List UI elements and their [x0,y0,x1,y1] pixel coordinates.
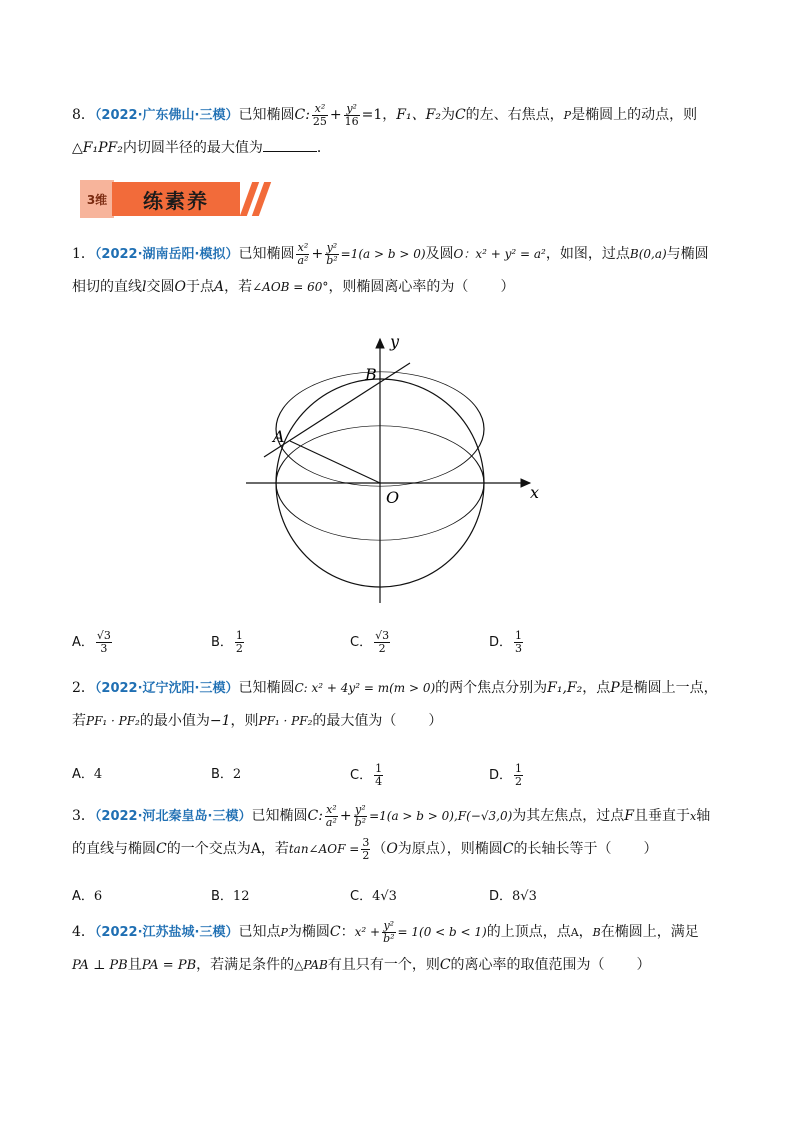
banner-badge: 3维 [80,180,114,218]
ellipse-circle-figure [240,325,540,610]
q4-line-2: PA ⊥ PB且PA = PB，若满足条件的△PAB有且只有一个，则C的离心率的取值范围为（ ） [72,957,651,973]
segment-oa [290,441,380,483]
q1-line-2: 相切的直线l交圆O于点A，若∠AOB = 60°，则椭圆离心率的为（ ） [72,279,515,295]
question-4 [72,916,732,982]
question-3 [72,800,732,866]
q3-options [72,885,732,904]
answer-blank[interactable] [263,137,317,152]
label-a: A [273,427,285,446]
question-source: （2022·湖南岳阳·模拟） [94,247,239,262]
option-c[interactable]: C． $\frac{1}{4}$ [350,762,383,788]
q3-line-1: 3．（2022·河北秦皇岛·三模）已知椭圆C: $\frac{\text{x²}}{\text{a²}}$ + $\frac{\text{y²}}{\text{b²}}$ =1(a > b > 0),F(−√3,0)为其左焦点，过点F且垂直于x轴 [72,802,711,829]
q8-math: C: [294,107,310,123]
q3-line-2: 的直线与椭圆C的一个交点为A，若tan∠AOF = $\frac{3}{2}$ （O为原点），则椭圆C的长轴长等于（ ） [72,835,658,862]
q4-line-1: 4．（2022·江苏盐城·三模）已知点P为椭圆C：x² + $\frac{\text{y²}}{\text{b²}}$ = 1(0 < b < 1)的上顶点，点A，B在椭圆上，满足 [72,918,699,945]
q1-options [72,630,732,655]
q8-line-1: 8．（2022·广东佛山·三模）已知椭圆C: $\frac{\text{x²}}{25}$ + $\frac{\text{y²}}{16}$ =1，F₁、F₂为C的左、右焦点，P是椭圆上的动点，则 [72,101,698,128]
option-d[interactable]: D． $\frac{1}{3}$ [489,629,523,655]
label-b: B [365,365,377,384]
option-d[interactable]: D． $\frac{1}{2}$ [489,762,523,788]
banner-title: 练素养 [112,182,240,216]
fraction: $\frac{\text{x²}}{\text{a²}}$ [297,240,309,267]
question-number: 8． [72,107,95,123]
question-source: （2022·河北秦皇岛·三模） [94,809,252,824]
label-y: y [390,332,400,351]
option-b[interactable]: B．2 [211,767,242,782]
option-a[interactable]: A．4 [72,767,103,782]
label-x: x [530,483,540,502]
question-source: （2022·广东佛山·三模） [94,108,239,123]
option-c[interactable]: C． $\frac{√3}{2}$ [350,629,390,655]
label-o: O [386,488,400,507]
question-1 [72,238,732,304]
option-a[interactable]: A． $\frac{√3}{3}$ [72,629,111,655]
fraction: $\frac{\text{y²}}{16}$ [344,101,359,128]
q2-options [72,763,732,788]
option-b[interactable]: B．12 [211,889,250,904]
q1-line-1: 1．（2022·湖南岳阳·模拟）已知椭圆 $\frac{\text{x²}}{\text{a²}}$ + $\frac{\text{y²}}{\text{b²}}$ =1(a > b > 0)及圆O：x² + y² = a²，如图，过点B(0,a)与椭圆 [72,240,709,267]
section-banner [80,180,260,218]
question-2 [72,672,732,738]
option-c[interactable]: C．4√3 [350,889,397,904]
question-source: （2022·江苏盐城·三模） [94,925,239,940]
fraction: $\frac{\text{x²}}{25}$ [312,101,327,128]
fraction: $\frac{\text{y²}}{\text{b²}}$ [326,240,338,267]
q8-text: 已知椭圆 [238,107,295,123]
option-b[interactable]: B． $\frac{1}{2}$ [211,629,243,655]
q8-line-2: △F₁PF₂内切圆半径的最大值为 ． [72,132,732,165]
option-d[interactable]: D．8√3 [489,889,537,904]
q2-line-2: 若PF₁ · PF₂的最小值为−1，则PF₁ · PF₂的最大值为（ ） [72,713,443,729]
option-a[interactable]: A．6 [72,889,103,904]
question-source: （2022·辽宁沈阳·三模） [94,681,239,696]
question-8 [72,99,732,165]
q2-line-1: 2．（2022·辽宁沈阳·三模）已知椭圆C: x² + 4y² = m(m > 0)的两个焦点分别为F₁,F₂，点P是椭圆上一点， [72,680,718,696]
